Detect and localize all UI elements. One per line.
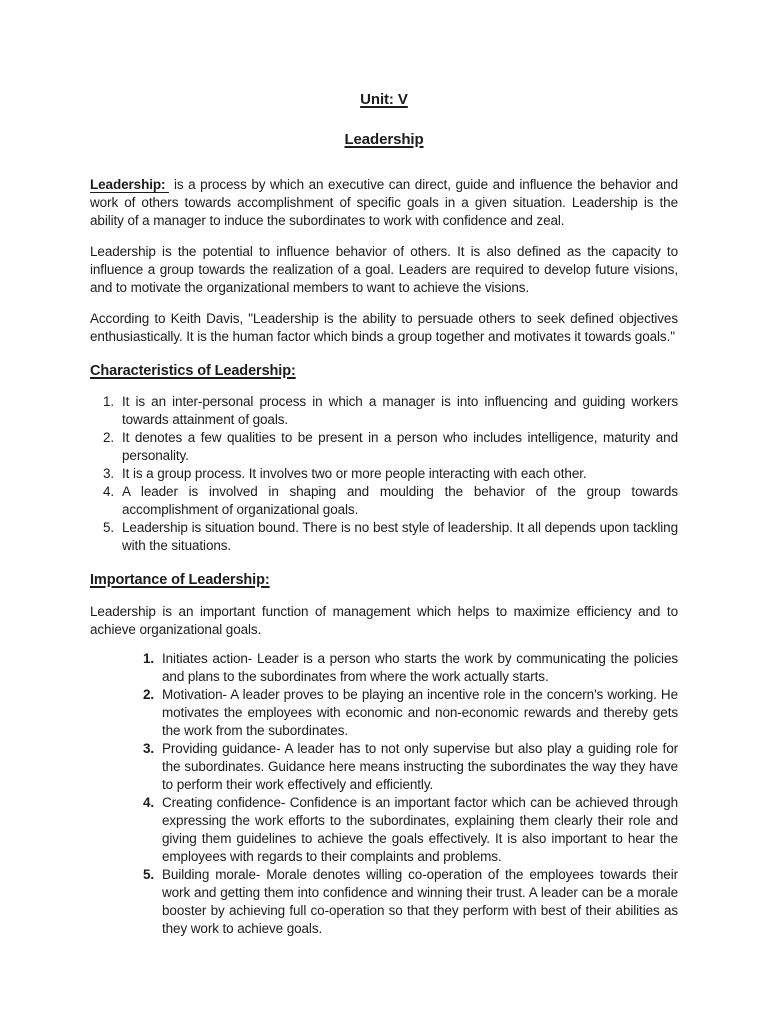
characteristics-heading: Characteristics of Leadership:: [90, 363, 296, 379]
importance-heading: Importance of Leadership:: [90, 572, 270, 588]
doc-subtitle: Leadership: [344, 131, 424, 148]
list-item: Providing guidance- A leader has to not only supervise but also play a guiding role for the subordinates. Guidance here means instructing the subordinates the way they have to perform their work effectively and efficiently.: [162, 741, 678, 792]
list-item: It is an inter-personal process in which a manager is into influencing and guiding workers towards attainment of goals.: [122, 394, 678, 427]
intro-lead-rest: is a process by which an executive can direct, guide and influence the behavior and work of others towards accomplishment of specific goals in a given situation. Leadership is the ability of a manager to induce the subordinates to work with confidence and zeal.: [90, 177, 678, 228]
definition-paragraph: Leadership is the potential to influence behavior of others. It is also defined as the capacity to influence a group towards the realization of a goal. Leaders are required to develop future visions, and to motivate the organizational members to want to achieve the visions.: [90, 244, 678, 295]
intro-paragraph: [90, 176, 678, 230]
list-item: A leader is involved in shaping and moulding the behavior of the group towards accomplishment of organizational goals.: [122, 484, 678, 517]
list-item: It is a group process. It involves two or more people interacting with each other.: [122, 466, 587, 481]
importance-list: [90, 650, 678, 938]
intro-lead-term: Leadership:: [90, 177, 169, 193]
list-item: Creating confidence- Confidence is an important factor which can be achieved through expressing the work efforts to the subordinates, explaining them clearly their role and giving them guidelines to achieve the goals effectively. It is also important to hear the employees with regards to their complaints and problems.: [162, 795, 678, 864]
list-item: Initiates action- Leader is a person who starts the work by communicating the policies and plans to the subordinates from where the work actually starts.: [162, 651, 678, 684]
keith-davis-quote-paragraph: According to Keith Davis, "Leadership is the ability to persuade others to seek defined objectives enthusiastically. It is the human factor which binds a group together and motivates it towards goals.": [90, 311, 678, 344]
list-item: Leadership is situation bound. There is no best style of leadership. It all depends upon tackling with the situations.: [122, 520, 678, 553]
list-item: Motivation- A leader proves to be playing an incentive role in the concern's working. He motivates the employees with economic and non-economic rewards and thereby gets the work from the subordinates.: [162, 687, 678, 738]
importance-intro-paragraph: Leadership is an important function of management which helps to maximize efficiency and to achieve organizational goals.: [90, 604, 678, 637]
characteristics-list: [90, 393, 678, 555]
list-item: Building morale- Morale denotes willing co-operation of the employees towards their work and getting them into confidence and winning their trust. A leader can be a morale booster by achieving full co-operation so that they perform with best of their abilities as they work to achieve goals.: [162, 867, 678, 936]
list-item: It denotes a few qualities to be present in a person who includes intelligence, maturity and personality.: [122, 430, 678, 463]
doc-title: Unit: V: [360, 91, 408, 108]
